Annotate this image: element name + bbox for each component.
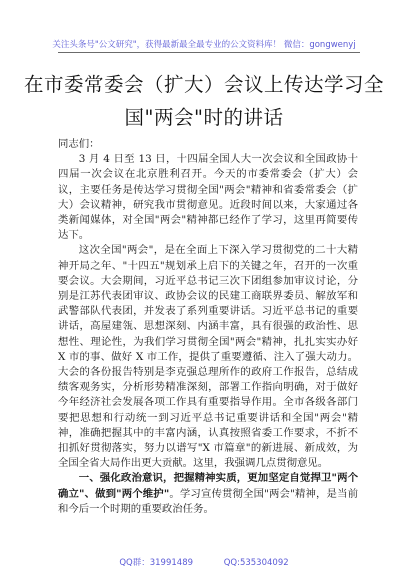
document-title	[0, 68, 408, 134]
title-line-1: 在市委常委会（扩大）会议上传达学习全	[23, 73, 384, 96]
paragraph-point-1	[58, 471, 358, 517]
salutation: 同志们：	[58, 138, 100, 150]
point-1-heading: 一、强化政治意识，把握精神实质，更加坚定自觉捍卫"两个确立"、做到"两个维护"	[58, 472, 358, 500]
header-promo-note: 关注头条号"公文研究"，获得最新最全最专业的公文资料库！ 微信：gongwenyj	[52, 40, 356, 50]
footer-contact	[0, 556, 408, 568]
document-body	[58, 137, 358, 517]
footer-qq: QQ:535304092	[223, 558, 289, 568]
title-line-2: 国"两会"时的讲话	[124, 106, 284, 129]
paragraph-intro: 3 月 4 日至 13 日，十四届全国人大一次会议和全国政协十四届一次会议在北京胜利召开。今天的市委常委会（扩大）会议，主要任务是传达学习贯彻全国"两会"精神和省委常委会（扩大）会议精神，研究我市贯彻意见。近段时间以来，大家通过各类新闻媒体，对全国"两会"精神都已经作了学习，这里再简要传达下。	[58, 153, 358, 242]
header-divider	[58, 52, 360, 53]
footer-qq-group: QQ群：31991489	[119, 558, 194, 568]
point-1-text: 。学习宣传贯彻全国"两会"精神，是当前和今后一个时期的重要政治任务。	[58, 487, 358, 515]
paragraph-overview: 这次全国"两会"，是在全面上下深入学习贯彻党的二十大精神开局之年、"十四五"规划承上启下的关键之年，召开的一次重要会议。大会期间，习近平总书记三次下团组参加审议讨论，分别是江苏代表团审议、政协会议的民建工商联界委员、解放军和武警部队代表团，并发表了系列重要讲话。习近平总书记的重要讲话，高屋建瓴、思想深刻、内涵丰富，具有很强的政治性、思想性、理论性，为我们学习贯彻全国"两会"精神，扎扎实实办好 X 市的事、做好 X 市工作，提供了重要遵循、注入了强大动力。大会的各份报告特别是李克强总理所作的政府工作报告，总结成绩客观务实，分析形势精准深刻，部署工作指向明确，对于做好今年经济社会发展各项工作具有重要指导作用。全市各级各部门要把思想和行动统一到习近平总书记重要讲话和全国"两会"精神，准确把握其中的丰富内涵，认真按照省委工作要求，不折不扣抓好贯彻落实，努力以谱写"X 市篇章"的新进展、新成效，为全国全省大局作出更大贡献。这里，我强调几点贯彻意见。	[58, 244, 358, 470]
